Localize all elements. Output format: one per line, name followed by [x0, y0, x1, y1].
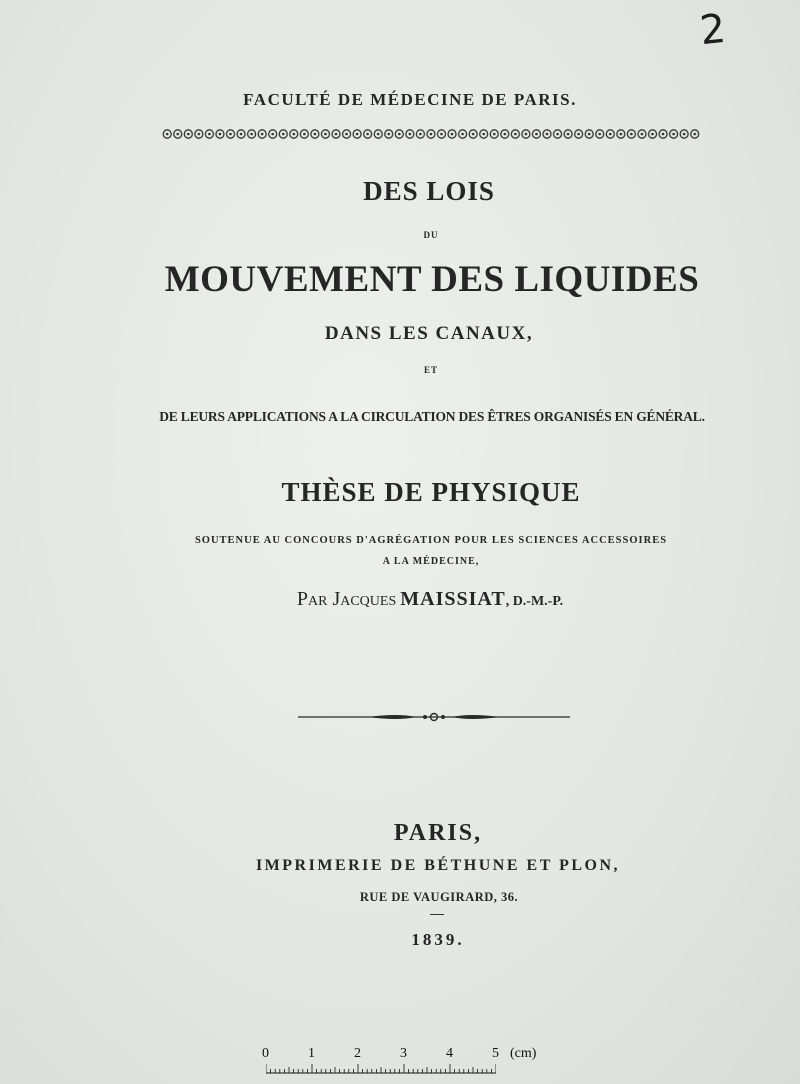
scale-label-5: 5 — [492, 1046, 499, 1061]
thesis-description-line1: SOUTENUE AU CONCOURS D'AGRÉGATION POUR LES SCIENCES ACCESSOIRES — [194, 535, 668, 546]
scale-label-0: 0 — [262, 1046, 269, 1061]
scale-ruler — [266, 1064, 496, 1074]
scale-label-unit: (cm) — [510, 1046, 537, 1061]
title-line-du: DU — [423, 230, 439, 240]
author-suffix: , D.-M.-P. — [505, 594, 564, 609]
handwritten-page-number: 2 — [697, 5, 728, 55]
author-line — [0, 588, 800, 611]
scale-label-2: 2 — [354, 1046, 361, 1061]
title-line-canaux: DANS LES CANAUX, — [324, 323, 534, 344]
imprint-year: 1839. — [411, 930, 465, 949]
faculty-heading: FACULTÉ DE MÉDECINE DE PARIS. — [243, 90, 577, 109]
title-line-applications: DE LEURS APPLICATIONS A LA CIRCULATION DES ÊTRES ORGANISÉS EN GÉNÉRAL. — [159, 409, 705, 424]
scale-label-1: 1 — [308, 1046, 315, 1061]
main-title: MOUVEMENT DES LIQUIDES — [164, 259, 700, 300]
imprint-printer: IMPRIMERIE DE BÉTHUNE ET PLON, — [255, 857, 621, 874]
short-rule — [430, 914, 444, 915]
thesis-heading: THÈSE DE PHYSIQUE — [281, 477, 581, 507]
title-line-des-lois: DES LOIS — [363, 176, 495, 206]
imprint-street: RUE DE VAUGIRARD, 36. — [359, 890, 519, 904]
ornamental-divider — [298, 710, 570, 724]
centimeter-scale — [262, 1046, 552, 1078]
scale-label-4: 4 — [446, 1046, 453, 1061]
author-prefix: Par Jacques — [296, 588, 397, 610]
author-name: MAISSIAT — [400, 588, 506, 610]
scale-label-3: 3 — [400, 1046, 407, 1061]
thesis-description-line2: A LA MÉDECINE, — [382, 556, 480, 567]
title-line-et: ET — [423, 365, 438, 375]
ornament-band — [162, 128, 700, 140]
imprint-city: PARIS, — [393, 820, 483, 846]
